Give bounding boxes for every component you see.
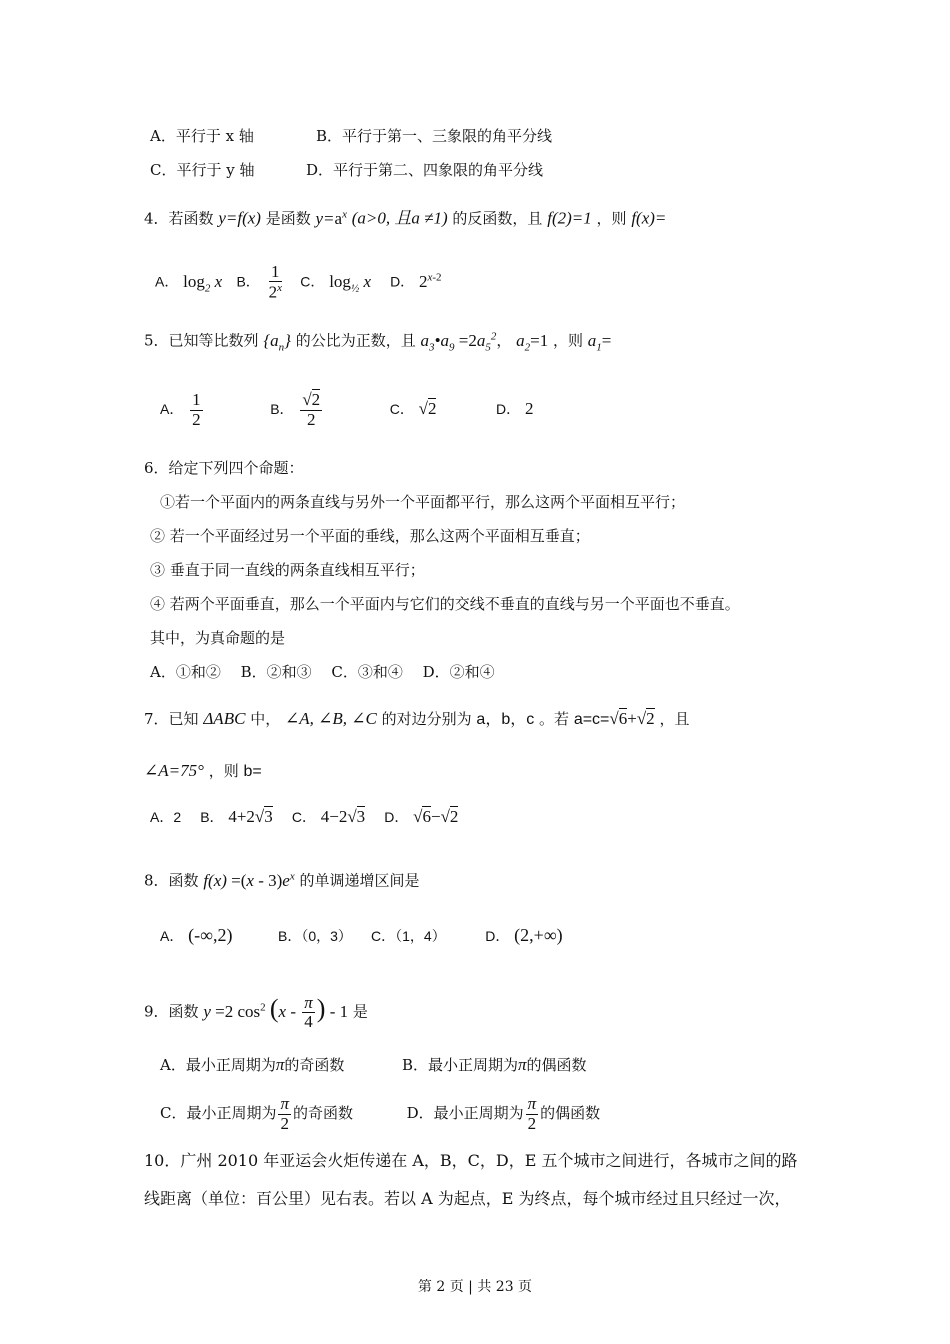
q9-c-expr: $\frac{\pi}{2}$ [280,1093,290,1133]
q8-stem: 8．函数 $f(x) =(x - 3)e^x$ 的单调递增区间是 [144,870,420,890]
q10-line-1: 10．广州 2010 年亚运会火炬传递在 A，B，C，D，E 五个城市之间进行，各城市之间的路 [144,1151,798,1170]
q3-option-a: A．平行于 x 轴 [150,127,254,145]
q4-d-expr: 2$^{x-2}$ [418,271,442,291]
q3-option-c: C．平行于 y 轴 [150,161,255,179]
q5-a1: $a_1=$ [587,330,612,354]
q4-b-expr: $\frac{1}{2^x}$ [268,261,282,302]
q8-d-expr: (2,+∞) [514,925,563,945]
q5-condition: $a_3•a_9 =2a_5^2$ [420,330,497,354]
q3-option-d: D．平行于第二、四象限的角平分线 [306,161,544,179]
q4-stem: 4．若函数 y=f(x) 是函数 $y=a^x$ (a>0, 且a ≠1) 的反函数，且 f(2)=1 ，则 f(x)= [144,208,667,228]
q9-d-expr: $\frac{\pi}{2}$ [527,1093,537,1133]
q9-a-pi: π [275,1055,285,1074]
q5-c-expr: √2 [418,399,437,418]
q8-a-expr: (-∞,2) [188,925,233,945]
q4-options: A． $\log_2 x$ B． $\frac{1}{2^x}$ C． $\log_{\frac{1}{2}} x$ D． 2$^{x-2}$ [155,261,442,302]
q9-options-ab: A．最小正周期为π的奇函数 B．最小正周期为π的偶函数 [160,1055,587,1074]
q3-option-b: B．平行于第一、三象限的角平分线 [316,127,553,145]
q4-c-expr: $\log_{\frac{1}{2}} x$ [329,271,371,295]
q7-triangle: ΔABC [203,709,246,728]
q8-function: $f(x) =(x - 3)e^x$ [203,870,295,890]
q7-d-expr: √6−√2 [413,807,459,826]
q7-stem: 7．已知 ΔABC 中， ∠A, ∠B, ∠C 的对边分别为 a，b，c 。若 a=c=√6+√2 ，且 [144,709,690,728]
q10-line-2: 线距离（单位：百公里）见右表。若以 A 为起点，E 为终点，每个城市经过且只经过一次， [144,1189,791,1208]
q5-b-expr: $\frac{√2}{2}$ [302,389,321,429]
q4-a-expr: $\log_2 x$ [183,271,223,295]
q7-condition: a=c=√6+√2 [573,709,655,728]
page-footer: 第 2 页 | 共 23 页 [417,1279,533,1295]
q9-stem: 9．函数 y =2 $\cos^2 (x$ - $\frac{\pi}{4}$ ) - 1 是 [144,992,368,1032]
q6-stem: 6．给定下列四个命题： [144,459,304,477]
q9-function: y =2 $\cos^2 (x$ - $\frac{\pi}{4}$ ) - 1 [203,992,349,1032]
q6-which: 其中，为真命题的是 [150,629,286,647]
q6-prop-4: ④ 若两个平面垂直，那么一个平面内与它们的交线不垂直的直线与另一个平面也不垂直。 [150,595,740,613]
q7-angles: ∠A, ∠B, ∠C [285,709,377,728]
q5-stem: 5．已知等比数列 $\{a_n\}$ 的公比为正数，且 $a_3•a_9 =2a_5^2$， $a_2=1$ ，则 $a_1=$ [144,330,612,354]
q6-prop-1: ①若一个平面内的两条直线与另外一个平面都平行，那么这两个平面相互平行； [160,493,686,511]
q4-y-eq-ax: $y=a^x$ [315,208,347,228]
q5-a-expr: $\frac{1}{2}$ [192,389,201,429]
q6-prop-2: ② 若一个平面经过另一个平面的垂线，那么这两个平面相互垂直； [150,527,590,545]
q7-b-expr: 4+2√3 [228,807,273,826]
q7-c-expr: 4−2√3 [320,807,366,826]
q6-options: A．①和② B．②和③ C．③和④ D．②和④ [150,663,495,681]
q9-b-pi: π [517,1055,527,1074]
q5-sequence: $\{a_n\}$ [263,330,291,354]
q5-options: A． $\frac{1}{2}$ B． $\frac{√2}{2}$ C． √2 D． 2 [160,389,534,429]
q7-options: A．2 B． 4+2√3 C． 4−2√3 D． √6−√2 [150,807,459,826]
q4-y-eq-fx: y=f(x) [218,208,261,228]
q9-options-cd: C．最小正周期为 $\frac{\pi}{2}$ 的奇函数 D．最小正周期为 $\frac{\pi}{2}$ 的偶函数 [160,1093,601,1133]
q8-options: A． (-∞,2) B．（0，3） C．（1，4） D． (2,+∞) [160,925,563,945]
q7-stem-2: ∠A=75° ，则 b= [144,761,262,780]
q5-a2: $a_2=1$ [516,330,549,354]
q6-prop-3: ③ 垂直于同一直线的两条直线相互平行； [150,561,425,579]
